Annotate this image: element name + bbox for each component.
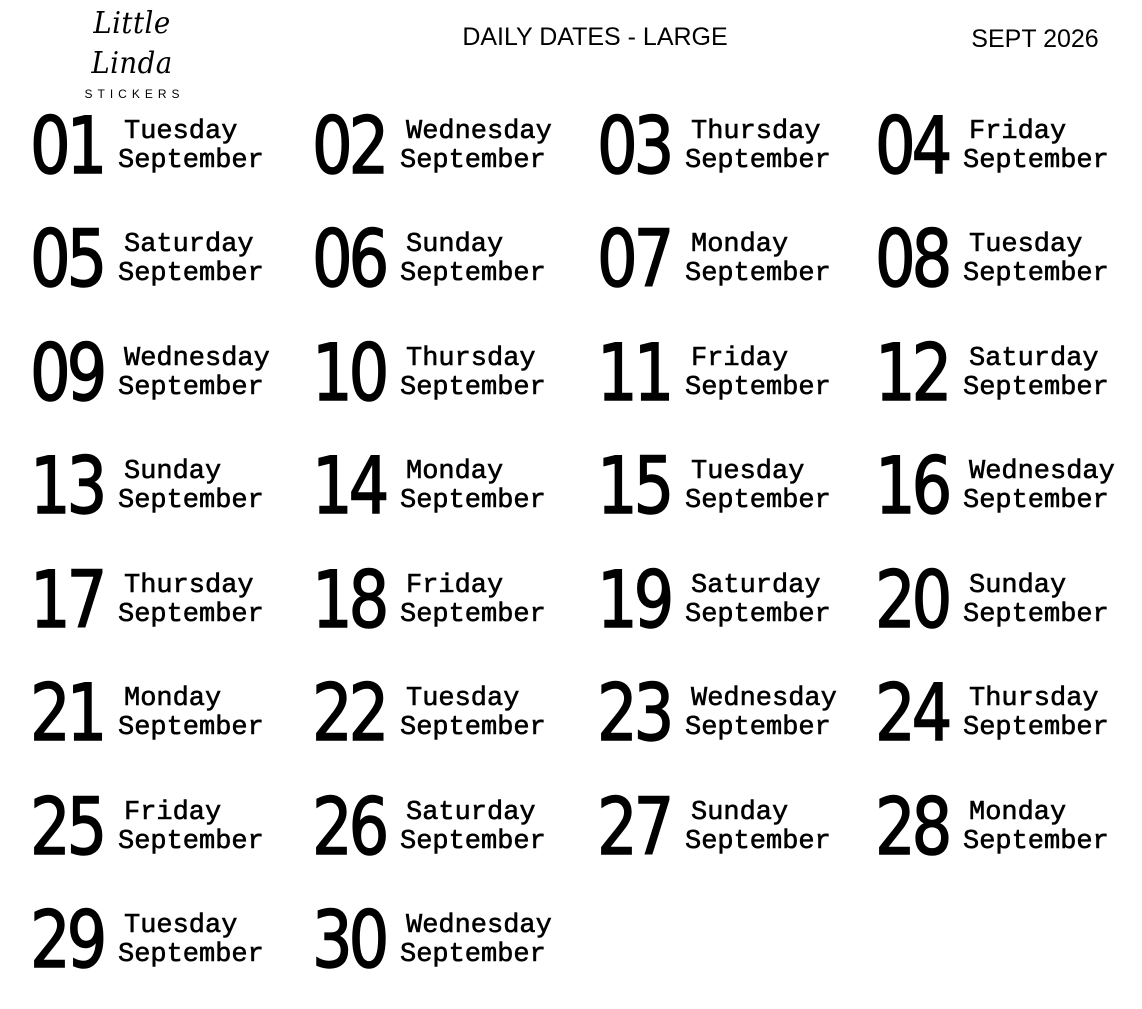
- date-number: 30: [312, 896, 386, 987]
- logo-subtitle: STICKERS: [84, 87, 185, 101]
- month-label: September: [400, 145, 546, 176]
- date-words: [685, 799, 831, 857]
- date-number: 08: [875, 215, 949, 306]
- date-words: [963, 118, 1109, 176]
- weekday-label: Saturday: [969, 343, 1099, 374]
- month-label: September: [685, 713, 831, 744]
- date-number: 11: [597, 328, 671, 419]
- date-words: [118, 799, 264, 857]
- weekday-label: Friday: [691, 343, 789, 374]
- date-words: [685, 572, 831, 630]
- date-sticker: [587, 431, 865, 545]
- date-sticker: [865, 431, 1135, 545]
- date-number: 02: [312, 101, 386, 192]
- weekday-label: Saturday: [406, 797, 536, 828]
- date-words: [118, 345, 270, 403]
- month-label: September: [118, 259, 264, 290]
- weekday-label: Saturday: [691, 570, 821, 601]
- weekday-label: Friday: [124, 797, 222, 828]
- date-words: [963, 345, 1109, 403]
- date-sticker: [587, 90, 865, 204]
- date-number: 22: [312, 669, 386, 760]
- weekday-label: Tuesday: [691, 457, 805, 488]
- date-number: 13: [30, 442, 104, 533]
- weekday-label: Wednesday: [969, 457, 1115, 488]
- date-words: [685, 345, 831, 403]
- date-sticker: [302, 431, 587, 545]
- date-number: 14: [312, 442, 386, 533]
- date-sticker: [302, 771, 587, 885]
- month-label: September: [685, 259, 831, 290]
- date-number: 23: [597, 669, 671, 760]
- weekday-label: Tuesday: [124, 911, 238, 942]
- weekday-label: Thursday: [406, 343, 536, 374]
- date-sticker: [20, 90, 302, 204]
- weekday-label: Monday: [691, 230, 789, 261]
- date-sticker: [587, 204, 865, 318]
- date-sticker: [302, 544, 587, 658]
- date-words: [400, 572, 546, 630]
- date-number: 15: [597, 442, 671, 533]
- date-number: 20: [875, 555, 949, 646]
- date-words: [400, 685, 546, 743]
- weekday-label: Monday: [406, 457, 504, 488]
- date-sticker: [587, 317, 865, 431]
- date-sticker: [302, 885, 587, 999]
- date-words: [118, 572, 264, 630]
- date-words: [118, 118, 264, 176]
- weekday-label: Wednesday: [406, 911, 552, 942]
- month-label: September: [685, 145, 831, 176]
- date-sticker: [20, 658, 302, 772]
- date-number: 16: [875, 442, 949, 533]
- weekday-label: Wednesday: [406, 116, 552, 147]
- date-words: [400, 799, 546, 857]
- sheet-month-label: SEPT 2026: [971, 25, 1099, 53]
- date-sticker: [587, 544, 865, 658]
- month-label: September: [963, 259, 1109, 290]
- month-label: September: [685, 599, 831, 630]
- date-words: [400, 118, 552, 176]
- month-label: September: [963, 372, 1109, 403]
- month-label: September: [963, 713, 1109, 744]
- date-sticker: [20, 771, 302, 885]
- sheet-title: DAILY DATES - LARGE: [462, 23, 728, 51]
- date-words: [685, 118, 831, 176]
- date-words: [685, 685, 837, 743]
- date-sticker: [20, 317, 302, 431]
- date-sticker: [20, 431, 302, 545]
- date-sticker: [865, 317, 1135, 431]
- month-label: September: [400, 940, 546, 971]
- month-label: September: [400, 372, 546, 403]
- month-label: September: [963, 145, 1109, 176]
- weekday-label: Thursday: [691, 116, 821, 147]
- month-label: September: [400, 713, 546, 744]
- date-sticker: [587, 658, 865, 772]
- weekday-label: Saturday: [124, 230, 254, 261]
- month-label: September: [118, 940, 264, 971]
- month-label: September: [118, 826, 264, 857]
- weekday-label: Tuesday: [969, 230, 1083, 261]
- month-label: September: [400, 259, 546, 290]
- weekday-label: Friday: [406, 570, 504, 601]
- date-number: 05: [30, 215, 104, 306]
- weekday-label: Wednesday: [124, 343, 270, 374]
- month-label: September: [685, 826, 831, 857]
- date-number: 01: [30, 101, 104, 192]
- date-words: [118, 231, 264, 289]
- weekday-label: Sunday: [124, 457, 222, 488]
- date-number: 25: [30, 782, 104, 873]
- date-sticker: [20, 544, 302, 658]
- date-sticker: [302, 90, 587, 204]
- weekday-label: Sunday: [969, 570, 1067, 601]
- date-words: [118, 912, 264, 970]
- date-number: 03: [597, 101, 671, 192]
- date-sticker-grid: [20, 90, 1135, 1000]
- weekday-label: Sunday: [406, 230, 504, 261]
- date-sticker: [20, 204, 302, 318]
- month-label: September: [963, 599, 1109, 630]
- month-label: September: [400, 486, 546, 517]
- sheet-header: [0, 0, 1142, 101]
- month-label: September: [963, 826, 1109, 857]
- weekday-label: Thursday: [124, 570, 254, 601]
- date-number: 27: [597, 782, 671, 873]
- date-words: [685, 458, 831, 516]
- month-label: September: [963, 486, 1109, 517]
- month-label: September: [400, 599, 546, 630]
- date-number: 28: [875, 782, 949, 873]
- date-sticker: [20, 885, 302, 999]
- date-sticker: [865, 204, 1135, 318]
- month-label: September: [685, 372, 831, 403]
- date-number: 07: [597, 215, 671, 306]
- date-sticker: [865, 544, 1135, 658]
- month-label: September: [118, 599, 264, 630]
- month-label: September: [118, 372, 264, 403]
- date-number: 29: [30, 896, 104, 987]
- date-sticker: [865, 90, 1135, 204]
- weekday-label: Monday: [124, 684, 222, 715]
- date-number: 06: [312, 215, 386, 306]
- date-number: 19: [597, 555, 671, 646]
- weekday-label: Monday: [969, 797, 1067, 828]
- date-words: [400, 458, 546, 516]
- date-number: 04: [875, 101, 949, 192]
- weekday-label: Friday: [969, 116, 1067, 147]
- month-label: September: [118, 486, 264, 517]
- date-number: 10: [312, 328, 386, 419]
- brand-logo: [62, 4, 202, 101]
- month-label: September: [118, 145, 264, 176]
- date-words: [963, 799, 1109, 857]
- date-number: 24: [875, 669, 949, 760]
- date-words: [118, 458, 264, 516]
- date-number: 12: [875, 328, 949, 419]
- date-number: 18: [312, 555, 386, 646]
- date-words: [400, 231, 546, 289]
- date-number: 17: [30, 555, 104, 646]
- date-words: [963, 572, 1109, 630]
- logo-script-text: Little Linda: [91, 6, 173, 81]
- weekday-label: Wednesday: [691, 684, 837, 715]
- month-label: September: [400, 826, 546, 857]
- date-words: [400, 345, 546, 403]
- weekday-label: Sunday: [691, 797, 789, 828]
- date-sticker: [865, 658, 1135, 772]
- date-sticker: [865, 771, 1135, 885]
- weekday-label: Tuesday: [406, 684, 520, 715]
- date-words: [118, 685, 264, 743]
- month-label: September: [685, 486, 831, 517]
- date-sticker: [302, 204, 587, 318]
- date-words: [963, 458, 1115, 516]
- date-words: [963, 231, 1109, 289]
- date-sticker: [302, 317, 587, 431]
- date-words: [685, 231, 831, 289]
- date-sticker: [587, 771, 865, 885]
- date-number: 21: [30, 669, 104, 760]
- date-sticker: [302, 658, 587, 772]
- weekday-label: Thursday: [969, 684, 1099, 715]
- month-label: September: [118, 713, 264, 744]
- date-words: [400, 912, 552, 970]
- date-words: [963, 685, 1109, 743]
- date-number: 09: [30, 328, 104, 419]
- date-number: 26: [312, 782, 386, 873]
- weekday-label: Tuesday: [124, 116, 238, 147]
